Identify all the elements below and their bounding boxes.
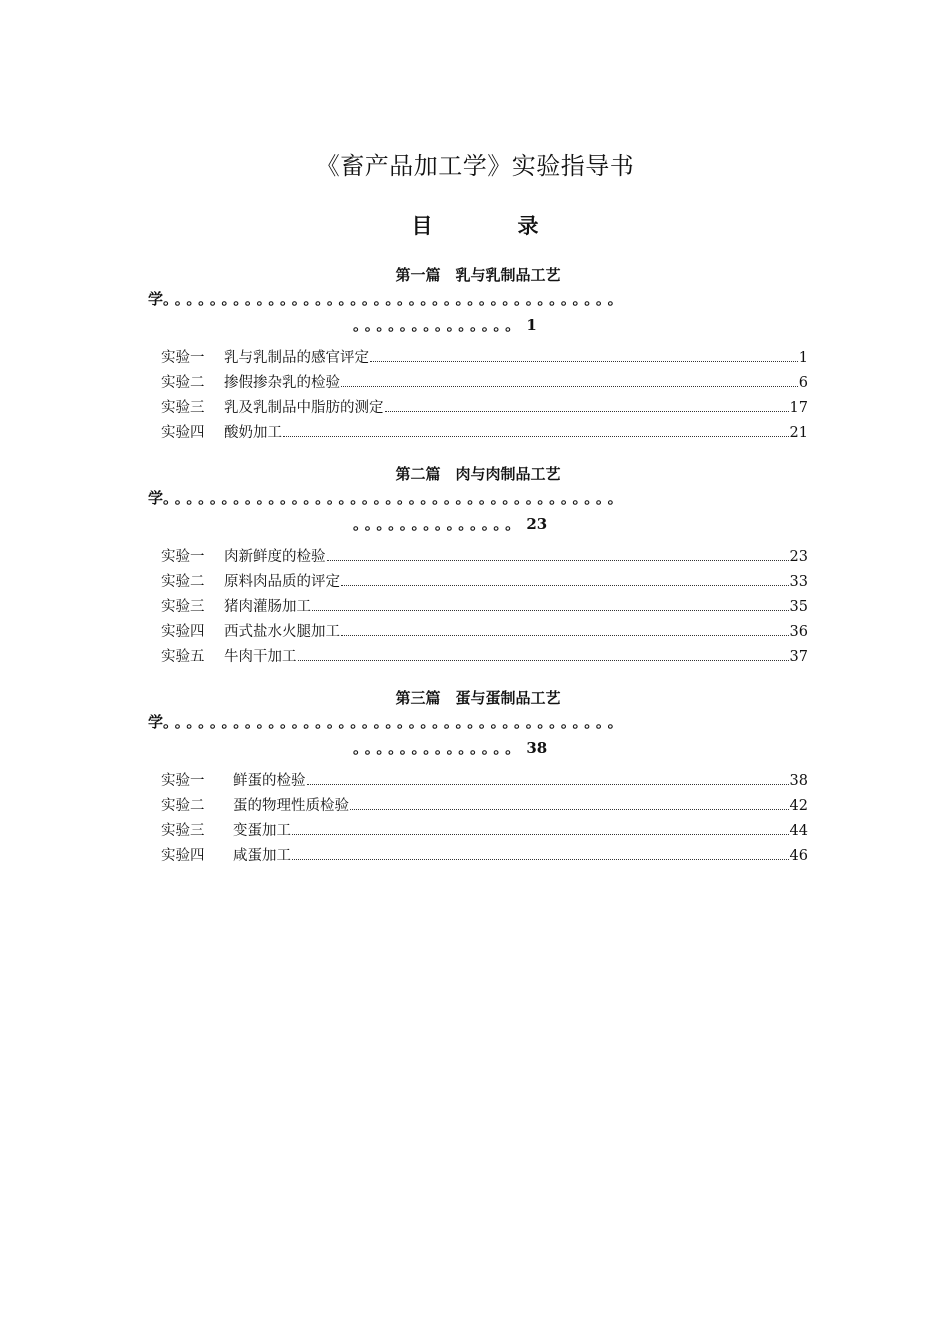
experiment-title: 变蛋加工 bbox=[233, 823, 291, 839]
toc-entry[interactable] bbox=[161, 620, 808, 645]
page-number: 42 bbox=[789, 798, 808, 814]
experiment-number: 实验一 bbox=[161, 350, 205, 366]
experiment-title: 猪肉灌肠加工 bbox=[224, 599, 311, 615]
section-page-number: 23 bbox=[526, 515, 548, 533]
experiment-number: 实验四 bbox=[161, 624, 205, 640]
experiment-title: 肉新鲜度的检验 bbox=[224, 549, 326, 565]
toc-entry[interactable] bbox=[161, 570, 808, 595]
dot-leader bbox=[283, 436, 789, 437]
toc-entry[interactable] bbox=[161, 794, 808, 819]
dot-leader bbox=[292, 859, 789, 860]
experiment-number: 实验二 bbox=[161, 574, 205, 590]
experiment-title: 西式盐水火腿加工 bbox=[224, 624, 340, 640]
page-number: 36 bbox=[789, 624, 808, 640]
section-title-continuation: 学。。。。。。。。。。。。。。。。。。。。。。。。。。。。。。。。。。。。。。。 bbox=[148, 489, 627, 507]
dot-leader: 。。。。。。。。。。。。。。 bbox=[353, 515, 525, 533]
page-number: 17 bbox=[789, 400, 808, 416]
entry-list bbox=[148, 545, 808, 670]
page-number: 38 bbox=[789, 773, 808, 789]
experiment-number: 实验二 bbox=[161, 375, 205, 391]
experiment-title: 原料肉品质的评定 bbox=[224, 574, 340, 590]
page-number: 1 bbox=[798, 350, 808, 366]
section-title: 第三篇 蛋与蛋制品工艺 bbox=[395, 689, 561, 707]
experiment-number: 实验四 bbox=[161, 425, 205, 441]
experiment-number: 实验三 bbox=[161, 400, 205, 416]
page-number: 35 bbox=[789, 599, 808, 615]
page-number: 21 bbox=[789, 425, 808, 441]
toc-section-3 bbox=[148, 687, 808, 869]
toc-entry[interactable] bbox=[161, 595, 808, 620]
dot-leader bbox=[307, 784, 789, 785]
section-leader-line bbox=[148, 735, 808, 761]
experiment-number: 实验一 bbox=[161, 773, 205, 789]
dot-leader bbox=[341, 386, 798, 387]
section-title-continuation: 学。。。。。。。。。。。。。。。。。。。。。。。。。。。。。。。。。。。。。。。 bbox=[148, 290, 627, 308]
section-title-continuation: 学。。。。。。。。。。。。。。。。。。。。。。。。。。。。。。。。。。。。。。。 bbox=[148, 713, 627, 731]
entry-list bbox=[148, 346, 808, 446]
toc-entry[interactable] bbox=[161, 819, 808, 844]
toc-section-1 bbox=[148, 264, 808, 446]
dot-leader: 。。。。。。。。。。。。。。。。。。。。。。。。。。。。。。。。。。。。。。。 bbox=[163, 713, 627, 731]
section-leader-line bbox=[148, 511, 808, 537]
experiment-number: 实验一 bbox=[161, 549, 205, 565]
page-number: 6 bbox=[798, 375, 808, 391]
entry-list bbox=[148, 769, 808, 869]
section-title: 第二篇 肉与肉制品工艺 bbox=[395, 465, 561, 483]
page-number: 46 bbox=[789, 848, 808, 864]
experiment-title: 蛋的物理性质检验 bbox=[233, 798, 349, 814]
toc-entry[interactable] bbox=[161, 396, 808, 421]
toc-heading: 目 录 bbox=[411, 214, 571, 238]
experiment-number: 实验四 bbox=[161, 848, 205, 864]
dot-leader: 。。。。。。。。。。。。。。。。。。。。。。。。。。。。。。。。。。。。。。。 bbox=[163, 489, 627, 507]
toc-entry[interactable] bbox=[161, 346, 808, 371]
dot-leader bbox=[385, 411, 789, 412]
experiment-title: 乳与乳制品的感官评定 bbox=[224, 350, 369, 366]
experiment-title: 牛肉干加工 bbox=[224, 649, 297, 665]
section-page-number: 38 bbox=[526, 739, 548, 757]
dot-leader bbox=[292, 834, 789, 835]
toc-entry[interactable] bbox=[161, 421, 808, 446]
toc-entry[interactable] bbox=[161, 371, 808, 396]
page-number: 33 bbox=[789, 574, 808, 590]
dot-leader bbox=[298, 660, 789, 661]
experiment-number: 实验二 bbox=[161, 798, 205, 814]
experiment-title: 掺假掺杂乳的检验 bbox=[224, 375, 340, 391]
toc-section-2 bbox=[148, 463, 808, 670]
dot-leader bbox=[312, 610, 789, 611]
experiment-title: 乳及乳制品中脂肪的测定 bbox=[224, 400, 384, 416]
experiment-title: 鲜蛋的检验 bbox=[233, 773, 306, 789]
dot-leader: 。。。。。。。。。。。。。。 bbox=[353, 316, 525, 334]
dot-leader bbox=[327, 560, 789, 561]
section-leader-line bbox=[148, 312, 808, 338]
page-number: 23 bbox=[789, 549, 808, 565]
experiment-number: 实验三 bbox=[161, 599, 205, 615]
dot-leader bbox=[341, 635, 789, 636]
page-number: 44 bbox=[789, 823, 808, 839]
toc-entry[interactable] bbox=[161, 844, 808, 869]
section-page-number: 1 bbox=[526, 316, 537, 334]
dot-leader: 。。。。。。。。。。。。。。。。。。。。。。。。。。。。。。。。。。。。。。。 bbox=[163, 290, 627, 308]
section-title: 第一篇 乳与乳制品工艺 bbox=[395, 266, 561, 284]
dot-leader bbox=[350, 809, 789, 810]
toc-entry[interactable] bbox=[161, 545, 808, 570]
dot-leader: 。。。。。。。。。。。。。。 bbox=[353, 739, 525, 757]
dot-leader bbox=[370, 361, 798, 362]
document-title: 《畜产品加工学》实验指导书 bbox=[315, 152, 635, 180]
page-number: 37 bbox=[789, 649, 808, 665]
experiment-number: 实验五 bbox=[161, 649, 205, 665]
toc-entry[interactable] bbox=[161, 769, 808, 794]
dot-leader bbox=[341, 585, 789, 586]
experiment-number: 实验三 bbox=[161, 823, 205, 839]
experiment-title: 酸奶加工 bbox=[224, 425, 282, 441]
experiment-title: 咸蛋加工 bbox=[233, 848, 291, 864]
toc-entry[interactable] bbox=[161, 645, 808, 670]
